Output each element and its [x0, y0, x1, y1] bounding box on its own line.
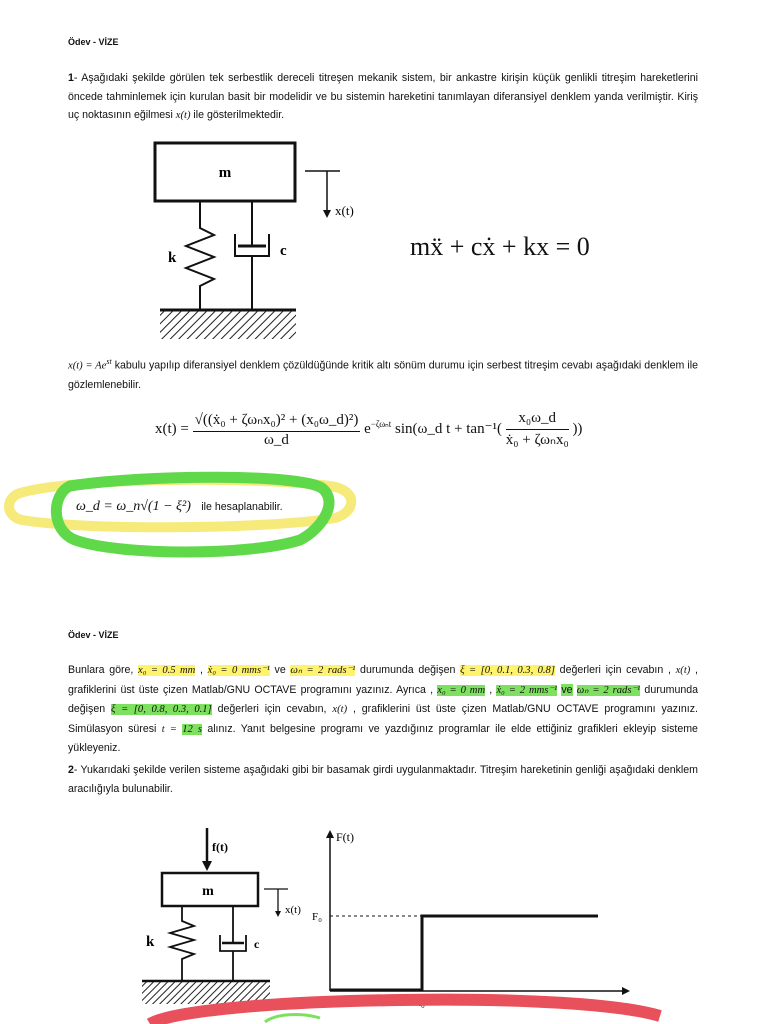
step-signal — [330, 916, 598, 990]
damper-label: c — [280, 243, 287, 259]
t0-label: t₀ — [418, 997, 425, 1009]
force-label: f(t) — [212, 840, 228, 854]
spring-label: k — [168, 250, 177, 266]
damper-label-2: c — [254, 937, 260, 951]
mass-spring-damper-figure — [150, 138, 380, 343]
page-header-2: Ödev - VİZE — [68, 630, 119, 640]
assumption-text: $x(t) = Ae^{st}$ kabulu yapılıp diferansiyel denklem çözüldüğünde kritik altı sönüm durumu için serbest titreşim cevabı aşağıdaki denklem ile gözlemlenebilir. — [68, 357, 698, 392]
spring-2 — [170, 906, 194, 980]
mass-label: m — [218, 165, 232, 181]
question-2-text: 2- Yukarıdaki şekilde verilen sisteme aşağıdaki gibi bir basamak girdi uygulanmaktadır. Titreşim hareketinin genliği aşağıdaki denklem aracılığıyla bulunabilir. — [68, 764, 698, 795]
y-axis-label: F(t) — [336, 830, 354, 844]
solution-formula: x(t) = $\frac{\text{√((ẋ₀ + ζωₙx₀)² + (x₀ω\_d)²)}}{\omega\_d}$ $e^{-\zeta\omega_nt}$ sin(ω_d t + tan⁻¹( $\frac{\text{x₀ω\_d}}{\text{ẋ₀ + ζωₙx₀}}$ )) — [155, 410, 583, 448]
displacement-label: x(t) — [335, 203, 354, 218]
step-input-plot — [300, 826, 640, 1016]
f0-label: F₀ — [312, 911, 322, 923]
wd-definition: ω_d = ω_n√(1 − ξ²) ile hesaplanabilir. — [76, 499, 283, 514]
question-1-text: 1- Aşağıdaki şekilde görülen tek serbestlik dereceli titreşen mekanik sistem, bir ankastre kirişin küçük genlikli titreşim hareketlerini öncede tahminlemek için kurulan basit bir modelidir ve bu sistemin hareketini tanımlayan diferansiyel denklem yanda verilmiştir. Kiriş uç noktasının eğilmesi x(t) ile gösterilmektedir. — [68, 72, 698, 121]
red-highlight-ring — [0, 990, 768, 1024]
equation-of-motion: mẍ + cẋ + kx = 0 — [410, 232, 590, 261]
x-axis-label: t — [626, 1000, 630, 1012]
forced-system-figure — [140, 825, 310, 1015]
deflection-symbol: x(t) — [175, 110, 191, 121]
page-header: Ödev - VİZE — [68, 37, 119, 47]
highlight-rings — [0, 468, 370, 568]
task-paragraph: Bunlara göre, x₀ = 0.5 mm , ẋ₀ = 0 mms⁻¹ ve ωₙ = 2 rads⁻¹ durumunda değişen ξ = [0, 0.1, 0.3, 0.8] değerleri için cevabın , x(t) , grafiklerini üst üste çizen Matlab/GNU OCTAVE programını yazınız. Ayrıca , x₀ = 0 mm , ẋ₀ = 2 mms⁻¹ ve ωₙ = 2 rads⁻¹ durumunda değişen ξ = [0, 0.8, 0.3, 0.1] değerleri için cevabın, x(t) , grafiklerini üst üste çizen Matlab/GNU OCTAVE programını yazınız. Simülasyon süresi t = 12 s alınız. Yanıt belgesine programı ve yazdığınız programlar ile elde ettiğiniz grafikleri ekleyip sisteme yükleyeniz. — [68, 664, 699, 754]
spring-label-2: k — [146, 934, 155, 950]
displacement-label-2: x(t) — [285, 904, 301, 916]
mass-label-2: m — [202, 884, 214, 899]
question-number: 1 — [68, 72, 74, 84]
spring — [186, 201, 214, 310]
question-number-2: 2 — [68, 764, 74, 776]
